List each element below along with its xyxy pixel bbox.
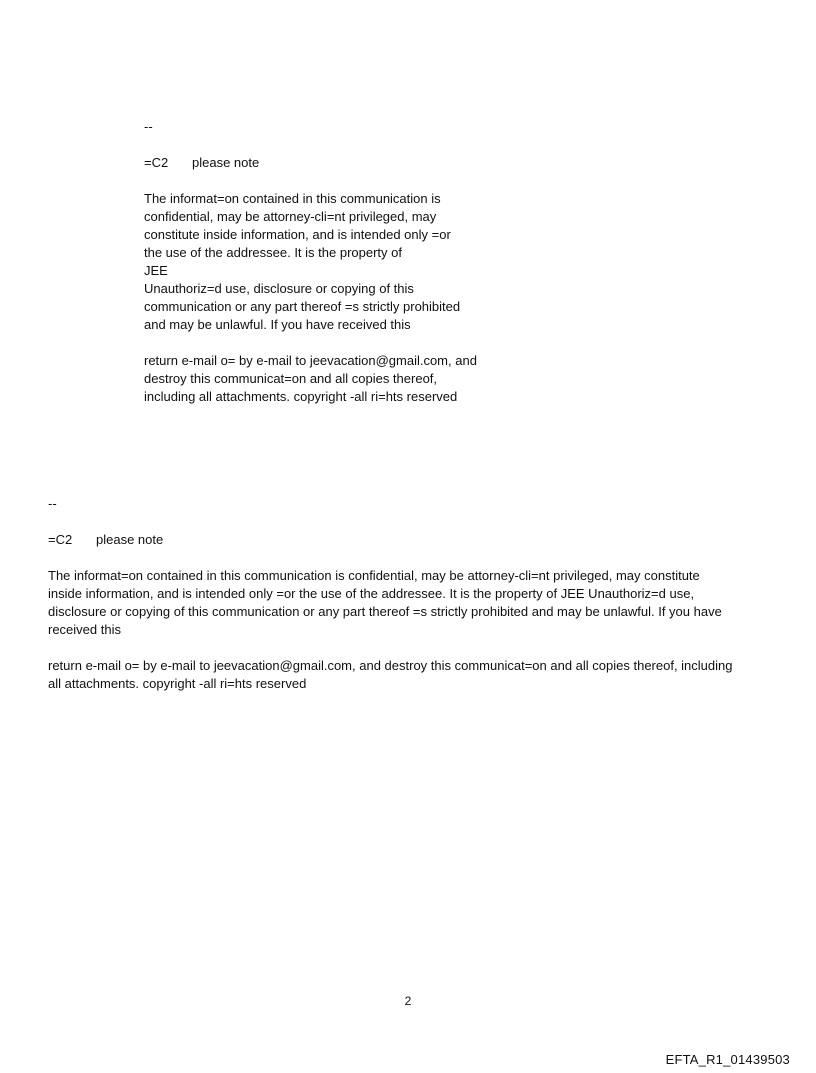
main-p2-line: all attachments. copyright -all ri=hts reserved bbox=[48, 676, 307, 691]
quoted-p2-line: including all attachments. copyright -all ri=hts reserved bbox=[144, 389, 458, 404]
main-paragraph-2 bbox=[48, 657, 778, 693]
main-paragraph-1 bbox=[48, 567, 778, 639]
quoted-p1-line: constitute inside information, and is intended only =or bbox=[144, 227, 451, 242]
spacer bbox=[144, 136, 524, 154]
spacer bbox=[144, 334, 524, 352]
spacer bbox=[48, 639, 778, 657]
quoted-p2-line: destroy this communicat=on and all copies thereof, bbox=[144, 371, 438, 386]
quoted-paragraph-2 bbox=[144, 352, 524, 406]
quoted-p1-line: and may be unlawful. If you have received this bbox=[144, 317, 411, 332]
quoted-p1-line: the use of the addressee. It is the property of bbox=[144, 245, 402, 260]
page-number: 2 bbox=[404, 994, 412, 1008]
document-id: EFTA_R1_01439503 bbox=[665, 1052, 790, 1067]
main-note-text: please note bbox=[96, 532, 164, 547]
quoted-note-line bbox=[144, 154, 524, 172]
main-p1-line: inside information, and is intended only =or the use of the addressee. It is the property of JEE Unauthoriz=d use, bbox=[48, 586, 695, 601]
main-p1-line: disclosure or copying of this communication or any part thereof =s strictly prohibited and may be unlawful. If you have bbox=[48, 604, 722, 619]
quoted-p1-line: The informat=on contained in this communication is bbox=[144, 191, 441, 206]
quoted-note-text: please note bbox=[192, 155, 260, 170]
spacer bbox=[48, 549, 778, 567]
quoted-p1-line: communication or any part thereof =s strictly prohibited bbox=[144, 299, 461, 314]
main-note-line bbox=[48, 531, 778, 549]
quoted-p2-line: return e-mail o= by e-mail to jeevacation@gmail.com, and bbox=[144, 353, 477, 368]
quoted-note-prefix: =C2 bbox=[144, 155, 169, 170]
main-separator: -- bbox=[48, 496, 57, 511]
quoted-p1-line: Unauthoriz=d use, disclosure or copying of this bbox=[144, 281, 414, 296]
main-note-prefix: =C2 bbox=[48, 532, 73, 547]
main-p1-line: The informat=on contained in this communication is confidential, may be attorney-cli=nt privileged, may constitute bbox=[48, 568, 700, 583]
main-p2-line: return e-mail o= by e-mail to jeevacation@gmail.com, and destroy this communicat=on and all copies thereof, including bbox=[48, 658, 733, 673]
spacer bbox=[48, 513, 778, 531]
quoted-disclaimer bbox=[144, 118, 524, 406]
spacer bbox=[144, 172, 524, 190]
quoted-separator: -- bbox=[144, 119, 153, 134]
quoted-p1-line: confidential, may be attorney-cli=nt privileged, may bbox=[144, 209, 437, 224]
quoted-paragraph-1 bbox=[144, 190, 524, 334]
main-p1-line: received this bbox=[48, 622, 121, 637]
main-disclaimer bbox=[48, 495, 778, 693]
quoted-p1-line: JEE bbox=[144, 263, 168, 278]
